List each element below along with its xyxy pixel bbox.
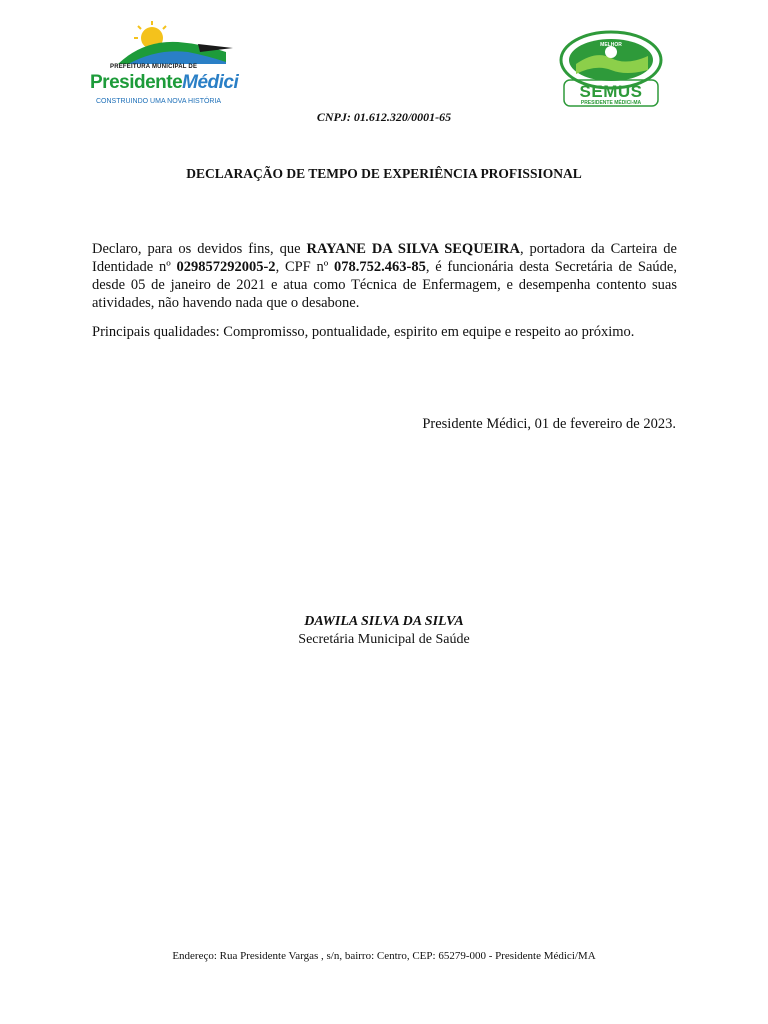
employee-name: RAYANE DA SILVA SEQUEIRA <box>306 241 520 257</box>
identity-number: 029857292005-2 <box>176 259 276 275</box>
city-name-part2: Médici <box>182 72 239 93</box>
footer-address: Endereço: Rua Presidente Vargas , s/n, bairro: Centro, CEP: 65279-000 - Presidente Médici/MA <box>172 950 596 962</box>
declaration-paragraph <box>92 240 677 312</box>
city-name <box>90 72 238 94</box>
declaration-text-3: , CPF nº <box>275 259 335 275</box>
semus-top-text: MELHOR <box>600 42 622 48</box>
declaration-text-4: , é funcionária desta Secretária de Saúde, desde 05 de janeiro de 2021 e atua como Técnica de Enfermagem, e desempenha contento suas atividades, não havendo nada que o desabone. <box>92 259 677 311</box>
document-title: DECLARAÇÃO DE TEMPO DE EXPERIÊNCIA PROFISSIONAL <box>186 166 582 181</box>
qualities-paragraph: Principais qualidades: Compromisso, pontualidade, espirito em equipe e respeito ao próximo. <box>92 324 635 340</box>
semus-name: SEMUS <box>579 82 643 101</box>
semus-subtitle: PRESIDENTE MÉDICI-MA <box>580 100 642 106</box>
cnpj: CNPJ: 01.612.320/0001-65 <box>316 110 452 124</box>
city-slogan: CONSTRUINDO UMA NOVA HISTÓRIA <box>96 98 222 105</box>
declaration-text-2: , portadora da Carteira de Identidade nº <box>92 241 677 275</box>
dateline: Presidente Médici, 01 de fevereiro de 2023. <box>422 416 676 432</box>
cpf-number: 078.752.463-85 <box>334 259 426 275</box>
semus-logo <box>556 30 666 110</box>
signatory-name: DAWILA SILVA DA SILVA <box>304 614 464 629</box>
signatory-role: Secretária Municipal de Saúde <box>298 632 470 647</box>
city-name-part1: Presidente <box>90 72 183 93</box>
prefeitura-caption: PREFEITURA MUNICIPAL DE <box>110 64 198 70</box>
declaration-text-1: Declaro, para os devidos fins, que <box>92 241 307 257</box>
prefeitura-logo <box>88 18 244 112</box>
